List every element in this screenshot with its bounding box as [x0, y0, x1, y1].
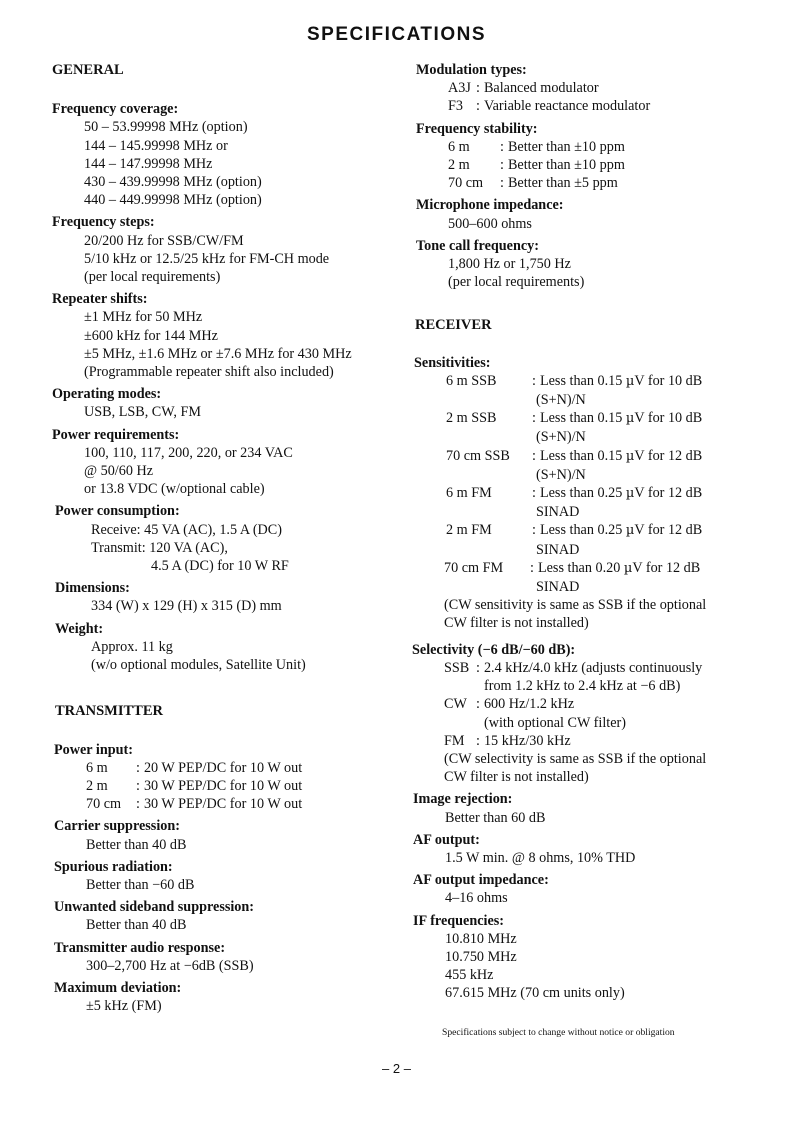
- spec-value: (w/o optional modules, Satellite Unit): [91, 657, 306, 674]
- spec-value: Better than 40 dB: [86, 917, 187, 934]
- power-input-row: 2 m : 30 W PEP/DC for 10 W out: [54, 777, 397, 795]
- spec-value: ±600 kHz for 144 MHz: [84, 327, 218, 344]
- spec-value: @ 50/60 Hz: [84, 463, 154, 480]
- af-output: [412, 831, 752, 867]
- band-value: Less than 0.15 µV for 10 dB: [539, 372, 703, 389]
- power-input-row: 6 m : 20 W PEP/DC for 10 W out: [54, 759, 397, 777]
- spec-label: AF output impedance:: [413, 872, 549, 889]
- spec-label: Carrier suppression:: [54, 818, 180, 835]
- spec-value: 334 (W) x 129 (H) x 315 (D) mm: [91, 598, 282, 615]
- left-column: [52, 61, 397, 1019]
- maximum-deviation: [52, 979, 397, 1015]
- spec-value: 50 – 53.99998 MHz (option): [84, 119, 248, 136]
- mode-value: 2.4 kHz/4.0 kHz (adjusts continuously: [483, 659, 703, 676]
- spec-label: IF frequencies:: [413, 912, 505, 929]
- spec-value: 4.5 A (DC) for 10 W RF: [151, 558, 289, 575]
- sensitivity-note: CW filter is not installed): [444, 615, 589, 632]
- band-label: 6 m: [86, 759, 108, 776]
- frequency-stability: [412, 120, 752, 193]
- mode-label: FM: [444, 732, 465, 749]
- spec-label: Maximum deviation:: [54, 979, 182, 996]
- spec-label: Tone call frequency:: [416, 237, 539, 254]
- spec-label: Power requirements:: [52, 426, 180, 443]
- spec-value: 440 – 449.99998 MHz (option): [84, 192, 262, 209]
- mode-value: Balanced modulator: [483, 80, 599, 97]
- sensitivity-row: 6 m SSB : Less than 0.15 µV for 10 dB: [414, 372, 752, 391]
- spec-label: Frequency stability:: [416, 120, 538, 137]
- spec-value: (per local requirements): [84, 269, 221, 286]
- page-title: SPECIFICATIONS: [307, 24, 486, 45]
- change-notice: Specifications subject to change without notice or obligation: [442, 1027, 675, 1038]
- image-rejection: [412, 790, 752, 826]
- band-value: Less than 0.25 µV for 12 dB: [539, 485, 703, 502]
- band-value: Less than 0.25 µV for 12 dB: [539, 522, 703, 539]
- sensitivity-cont: (S+N)/N: [536, 429, 586, 446]
- spec-label: AF output:: [413, 831, 480, 848]
- spec-value: ±1 MHz for 50 MHz: [84, 309, 203, 326]
- spec-value: or 13.8 VDC (w/optional cable): [84, 481, 265, 498]
- right-column: [412, 61, 752, 1007]
- spec-value: 144 – 145.99998 MHz or: [84, 137, 228, 154]
- sensitivity-row: 70 cm FM : Less than 0.20 µV for 12 dB: [414, 559, 752, 578]
- sensitivity-cont: (S+N)/N: [536, 466, 586, 483]
- mode-value: 600 Hz/1.2 kHz: [483, 696, 575, 713]
- weight: [52, 620, 397, 675]
- spec-label: Microphone impedance:: [416, 197, 564, 214]
- mode-label: CW: [444, 696, 467, 713]
- carrier-suppression: [52, 817, 397, 853]
- spec-value: (per local requirements): [448, 274, 585, 291]
- spec-label: Repeater shifts:: [52, 291, 148, 308]
- spec-label: Weight:: [55, 620, 104, 637]
- mode-label: F3: [448, 98, 463, 115]
- spec-value: ±5 kHz (FM): [86, 998, 162, 1015]
- spec-value: 455 kHz: [445, 967, 494, 984]
- modulation-types: [412, 61, 752, 116]
- general-heading: GENERAL: [52, 62, 124, 78]
- sensitivity-cont: SINAD: [536, 541, 580, 558]
- spurious-radiation: [52, 858, 397, 894]
- band-label: 2 m: [86, 777, 108, 794]
- receiver-heading: RECEIVER: [415, 317, 492, 334]
- spec-label: Spurious radiation:: [54, 858, 173, 875]
- spec-label: Unwanted sideband suppression:: [54, 899, 255, 916]
- spec-value: 500–600 ohms: [448, 215, 532, 232]
- band-label: 6 m: [448, 138, 470, 155]
- stability-row: 6 m : Better than ±10 ppm: [416, 138, 752, 156]
- spec-value: ±5 MHz, ±1.6 MHz or ±7.6 MHz for 430 MHz: [84, 345, 352, 362]
- spec-value: Better than −60 dB: [86, 876, 195, 893]
- stability-row: 70 cm : Better than ±5 ppm: [416, 174, 752, 192]
- frequency-steps: [52, 213, 397, 286]
- mode-label: SSB: [444, 659, 470, 676]
- spec-label: Operating modes:: [52, 386, 162, 403]
- selectivity-note: CW filter is not installed): [444, 769, 589, 786]
- spec-value: Transmit: 120 VA (AC),: [91, 539, 228, 556]
- selectivity-row: CW : 600 Hz/1.2 kHz: [412, 695, 752, 713]
- power-input: [52, 741, 397, 814]
- band-value: Less than 0.15 µV for 10 dB: [539, 410, 703, 427]
- band-value: 30 W PEP/DC for 10 W out: [143, 796, 303, 813]
- band-label: 6 m SSB: [446, 372, 497, 389]
- sensitivity-cont: (S+N)/N: [536, 392, 586, 409]
- mode-value: Variable reactance modulator: [483, 98, 651, 115]
- spec-value: Receive: 45 VA (AC), 1.5 A (DC): [91, 521, 282, 538]
- spec-label: Power consumption:: [55, 503, 180, 520]
- power-input-row: 70 cm : 30 W PEP/DC for 10 W out: [54, 795, 397, 813]
- spec-label: Selectivity (−6 dB/−60 dB):: [412, 641, 576, 658]
- selectivity-cont: (with optional CW filter): [484, 714, 626, 731]
- sensitivity-row: 70 cm SSB : Less than 0.15 µV for 12 dB: [414, 447, 752, 466]
- af-output-impedance: [412, 871, 752, 907]
- power-requirements: [52, 426, 397, 499]
- dimensions: [52, 579, 397, 615]
- sensitivity-row: 6 m FM : Less than 0.25 µV for 12 dB: [414, 484, 752, 503]
- spec-value: 4–16 ohms: [445, 890, 508, 907]
- spec-label: Sensitivities:: [414, 354, 491, 371]
- spec-value: 67.615 MHz (70 cm units only): [445, 985, 625, 1002]
- band-label: 70 cm FM: [444, 559, 504, 576]
- spec-label: Modulation types:: [416, 62, 527, 78]
- sensitivity-row: 2 m FM : Less than 0.25 µV for 12 dB: [414, 521, 752, 540]
- power-consumption: [52, 502, 397, 575]
- spec-value: USB, LSB, CW, FM: [84, 404, 201, 421]
- sensitivity-cont: SINAD: [536, 504, 580, 521]
- band-label: 70 cm: [86, 796, 122, 813]
- spec-value: 10.810 MHz: [445, 930, 517, 947]
- spec-value: 1,800 Hz or 1,750 Hz: [448, 256, 571, 273]
- sensitivities: [412, 354, 752, 633]
- spec-value: Better than 60 dB: [445, 809, 546, 826]
- if-frequencies: [412, 912, 752, 1003]
- mode-label: A3J: [448, 80, 471, 97]
- band-value: Less than 0.15 µV for 12 dB: [539, 447, 703, 464]
- spec-value: 100, 110, 117, 200, 220, or 234 VAC: [84, 444, 293, 461]
- spec-value: 5/10 kHz or 12.5/25 kHz for FM-CH mode: [84, 250, 330, 267]
- sensitivity-row: 2 m SSB : Less than 0.15 µV for 10 dB: [414, 409, 752, 428]
- band-value: Better than ±5 ppm: [507, 175, 618, 192]
- stability-row: 2 m : Better than ±10 ppm: [416, 156, 752, 174]
- modulation-row: F3 : Variable reactance modulator: [416, 97, 752, 115]
- spec-label: Power input:: [54, 741, 133, 758]
- spec-label: Frequency coverage:: [52, 101, 179, 118]
- spec-value: (Programmable repeater shift also included): [84, 364, 334, 381]
- spec-value: 10.750 MHz: [445, 948, 517, 965]
- repeater-shifts: [52, 290, 397, 381]
- spec-value: 144 – 147.99998 MHz: [84, 155, 213, 172]
- mode-value: 15 kHz/30 kHz: [483, 732, 571, 749]
- band-label: 70 cm: [448, 175, 484, 192]
- band-label: 70 cm SSB: [446, 447, 510, 464]
- audio-response: [52, 939, 397, 975]
- spec-value: 430 – 439.99998 MHz (option): [84, 174, 262, 191]
- transmitter-heading: TRANSMITTER: [55, 703, 163, 720]
- page-number: – 2 –: [382, 1061, 411, 1076]
- band-label: 6 m FM: [446, 485, 492, 502]
- spec-value: Better than 40 dB: [86, 836, 187, 853]
- sensitivity-cont: SINAD: [536, 579, 580, 596]
- band-value: 20 W PEP/DC for 10 W out: [143, 759, 303, 776]
- band-label: 2 m FM: [446, 522, 492, 539]
- band-value: Less than 0.20 µV for 12 dB: [537, 559, 701, 576]
- frequency-coverage: [52, 100, 397, 209]
- spec-value: 20/200 Hz for SSB/CW/FM: [84, 232, 244, 249]
- selectivity: [412, 641, 752, 787]
- operating-modes: [52, 385, 397, 421]
- spec-label: Transmitter audio response:: [54, 939, 226, 956]
- band-label: 2 m: [448, 157, 470, 174]
- selectivity-row: FM : 15 kHz/30 kHz: [412, 732, 752, 750]
- band-value: 30 W PEP/DC for 10 W out: [143, 777, 303, 794]
- microphone-impedance: [412, 196, 752, 232]
- selectivity-cont: from 1.2 kHz to 2.4 kHz at −6 dB): [484, 678, 681, 695]
- band-label: 2 m SSB: [446, 410, 497, 427]
- sensitivity-note: (CW sensitivity is same as SSB if the optional: [444, 597, 707, 614]
- modulation-row: A3J : Balanced modulator: [416, 79, 752, 97]
- spec-value: 1.5 W min. @ 8 ohms, 10% THD: [445, 849, 636, 866]
- sideband-suppression: [52, 898, 397, 934]
- band-value: Better than ±10 ppm: [507, 157, 625, 174]
- spec-label: Dimensions:: [55, 580, 130, 597]
- selectivity-row: SSB : 2.4 kHz/4.0 kHz (adjusts continuously: [412, 659, 752, 677]
- spec-value: 300–2,700 Hz at −6dB (SSB): [86, 957, 254, 974]
- tone-call-frequency: [412, 237, 752, 292]
- band-value: Better than ±10 ppm: [507, 138, 625, 155]
- spec-label: Image rejection:: [413, 791, 513, 808]
- spec-value: Approx. 11 kg: [91, 638, 173, 655]
- spec-label: Frequency steps:: [52, 214, 155, 231]
- selectivity-note: (CW selectivity is same as SSB if the optional: [444, 750, 707, 767]
